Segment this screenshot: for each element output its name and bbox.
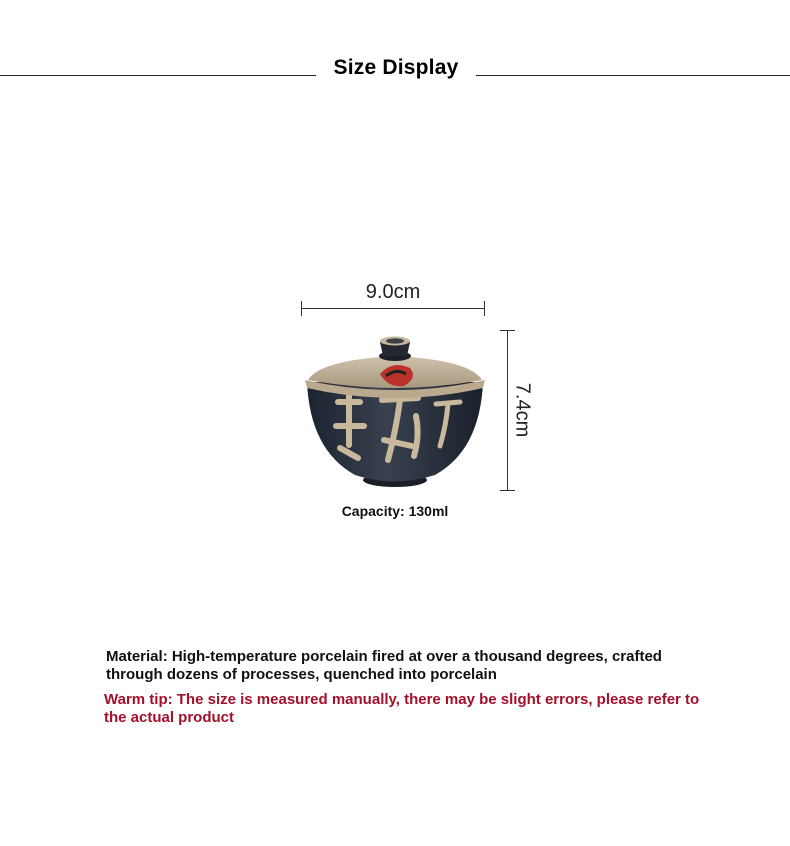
capacity-label: Capacity: 130ml — [341, 503, 449, 519]
width-dimension-line — [301, 308, 485, 309]
page-title: Size Display — [333, 56, 459, 79]
gaiwan-cup-image — [300, 330, 490, 495]
header-rule-right — [476, 75, 790, 76]
width-dimension-cap-right — [484, 301, 485, 316]
height-dimension-cap-top — [500, 330, 515, 331]
warm-tip-note: Warm tip: The size is measured manually, there may be slight errors, please refer to the actual product — [104, 691, 700, 726]
header-rule-left — [0, 75, 316, 76]
height-dimension-cap-bottom — [500, 490, 515, 491]
material-description: Material: High-temperature porcelain fired at over a thousand degrees, crafted through dozens of processes, quenched into porcelain — [106, 648, 662, 683]
width-dimension-cap-left — [301, 301, 302, 316]
height-dimension-line — [507, 330, 508, 490]
height-dimension-label: 7.4cm — [511, 382, 534, 438]
width-dimension-label: 9.0cm — [365, 281, 421, 303]
